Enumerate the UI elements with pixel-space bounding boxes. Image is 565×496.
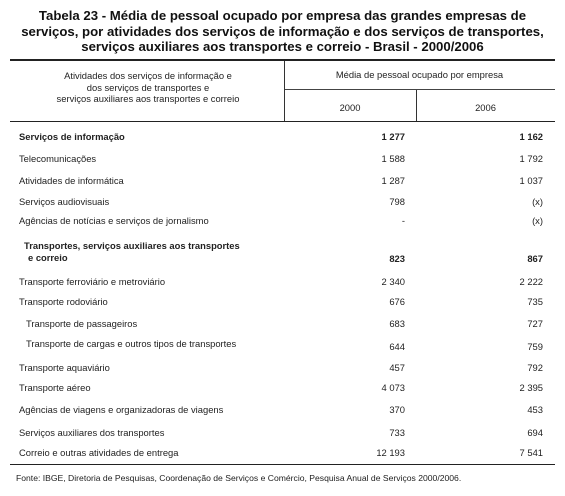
value-2006: 759 [527, 341, 543, 352]
table-title [0, 8, 565, 55]
row-label: Serviços de informação [19, 131, 125, 142]
value-2006: (x) [532, 215, 543, 226]
value-2000: 4 073 [381, 382, 405, 393]
value-2006: 1 792 [519, 153, 543, 164]
value-2006: 1 037 [519, 175, 543, 186]
title-line-2: serviços, por atividades dos serviços de informação e dos serviços de transportes, [21, 23, 544, 39]
row-label: Serviços audiovisuais [19, 196, 110, 207]
row-label: Transporte aéreo [19, 382, 91, 393]
value-2006: (x) [532, 196, 543, 207]
top-rule [10, 59, 555, 61]
row-label: Atividades de informática [19, 175, 124, 186]
row-label: Transporte aquaviário [19, 362, 110, 373]
value-2006: 735 [527, 296, 543, 307]
activities-header-line-2: dos serviços de transportes e [86, 81, 210, 93]
year-2006-header: 2006 [475, 102, 496, 113]
value-2006: 867 [527, 253, 543, 264]
row-label: Agências de viagens e organizadoras de viagens [19, 404, 224, 415]
row-label: Serviços auxiliares dos transportes [19, 427, 165, 438]
value-2006: 694 [527, 427, 543, 438]
title-line-3: serviços auxiliares aos transportes e correio - Brasil - 2000/2006 [81, 39, 484, 54]
value-2006: 2 395 [519, 382, 543, 393]
value-2000: 644 [389, 341, 405, 352]
header-mid-rule [284, 89, 555, 90]
activities-header-line-1: Atividades dos serviços de informação e [64, 70, 232, 81]
row-label: Transporte rodoviário [19, 296, 108, 307]
measure-header: Média de pessoal ocupado por empresa [335, 69, 504, 80]
row-label: Telecomunicações [19, 153, 97, 164]
row-label: Transporte ferroviário e metroviário [19, 276, 166, 287]
activities-header-line-3: serviços auxiliares aos transportes e correio [56, 93, 240, 104]
value-2006: 2 222 [519, 276, 543, 287]
row-label: Transporte de cargas e outros tipos de transportes [26, 338, 237, 349]
value-2000: 1 277 [381, 131, 405, 142]
value-2000: 12 193 [376, 447, 405, 458]
value-2000: 457 [389, 362, 405, 373]
row-label [24, 240, 240, 263]
bottom-rule [10, 464, 555, 465]
value-2000: 733 [389, 427, 405, 438]
row-label-line-2: e correio [28, 251, 68, 263]
value-2006: 1 162 [519, 131, 543, 142]
row-label: Transporte de passageiros [26, 318, 138, 329]
value-2000: - [401, 215, 405, 226]
row-label-line-1: Transportes, serviços auxiliares aos transportes [24, 240, 240, 251]
value-2006: 453 [527, 404, 543, 415]
value-2000: 676 [389, 296, 405, 307]
value-2000: 370 [389, 404, 405, 415]
source-note: Fonte: IBGE, Diretoria de Pesquisas, Coordenação de Serviços e Comércio, Pesquisa Anual de Serviços 2000/2006. [16, 473, 462, 483]
title-line-1: Tabela 23 - Média de pessoal ocupado por empresa das grandes empresas de [38, 8, 527, 23]
header-bottom-rule [10, 121, 555, 122]
year-2000-header: 2000 [339, 102, 361, 113]
row-label: Agências de notícias e serviços de jornalismo [19, 215, 209, 226]
activities-header [16, 70, 280, 105]
value-2000: 1 588 [381, 153, 405, 164]
value-2006: 792 [527, 362, 543, 373]
value-2000: 823 [389, 253, 405, 264]
value-2000: 683 [389, 318, 405, 329]
value-2000: 2 340 [381, 276, 405, 287]
value-2000: 1 287 [381, 175, 405, 186]
value-2006: 7 541 [519, 447, 543, 458]
value-2006: 727 [527, 318, 543, 329]
value-2000: 798 [389, 196, 405, 207]
row-label: Correio e outras atividades de entrega [19, 447, 179, 458]
